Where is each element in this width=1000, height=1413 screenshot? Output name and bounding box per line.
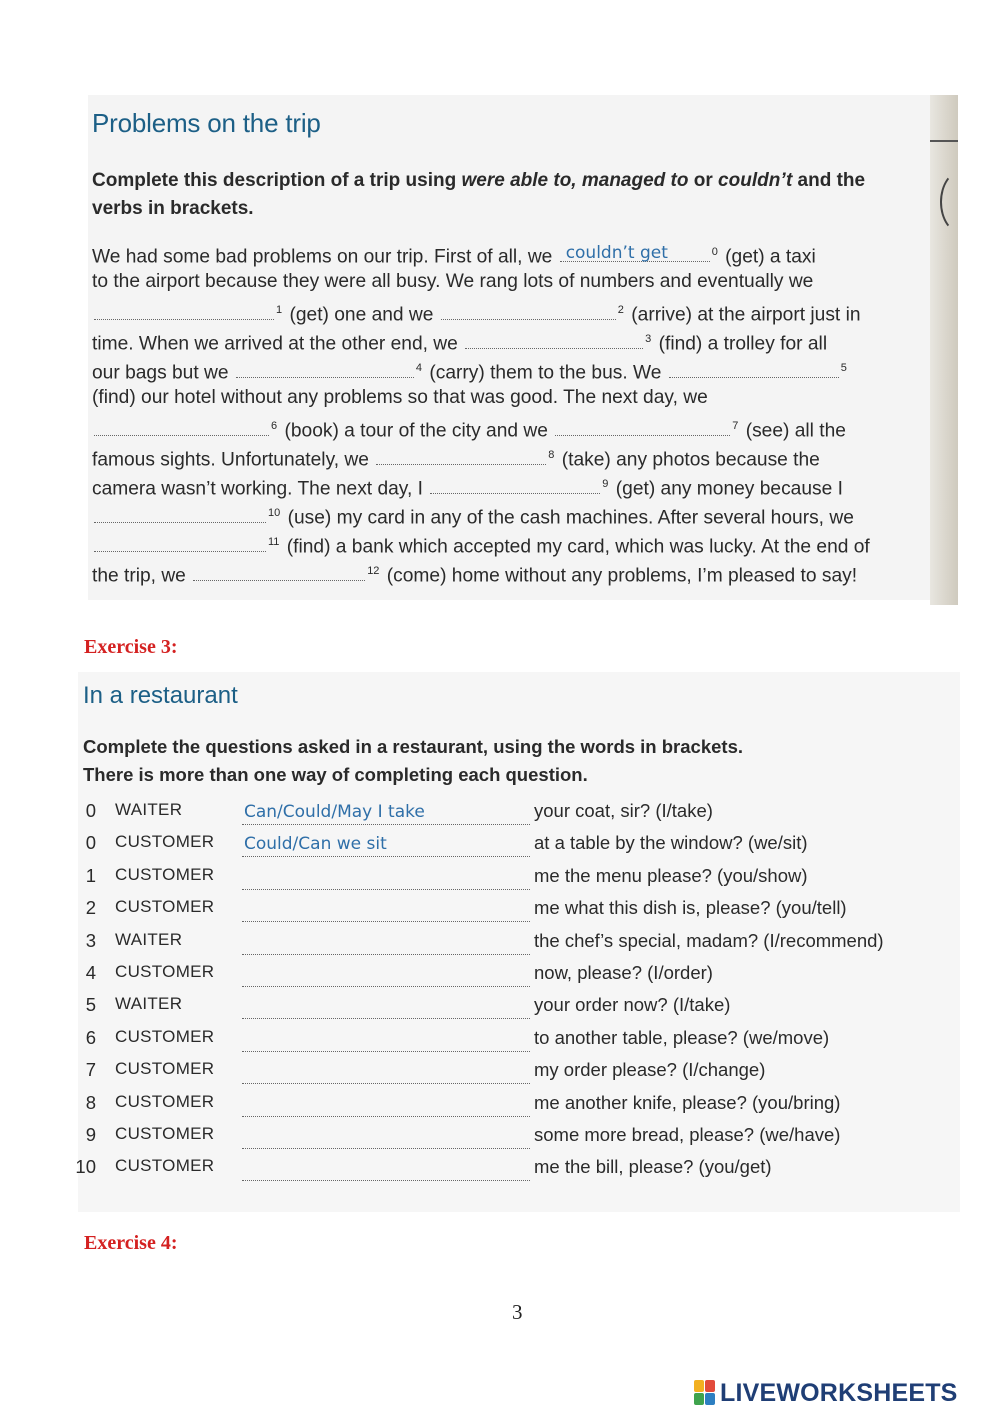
speaker-role: CUSTOMER [115, 897, 215, 917]
question-row [70, 1059, 970, 1091]
question-row [70, 930, 970, 962]
handwritten-answer: Could/Can we sit [244, 834, 387, 855]
restaurant-question-list [70, 800, 970, 1189]
blank-6[interactable] [94, 417, 269, 436]
question-text: me what this dish is, please? (you/tell) [534, 897, 847, 919]
question-number: 1 [85, 864, 96, 886]
speaker-role: WAITER [115, 929, 183, 949]
question-text: me another knife, please? (you/bring) [534, 1091, 841, 1113]
speaker-role: CUSTOMER [115, 1059, 215, 1079]
speaker-role: CUSTOMER [115, 961, 215, 981]
section2-title: In a restaurant [83, 682, 238, 709]
answer-blank[interactable] [242, 1124, 530, 1149]
blank-3[interactable] [465, 330, 643, 349]
answer-blank[interactable] [242, 994, 530, 1019]
speaker-role: CUSTOMER [115, 864, 215, 884]
speaker-role: CUSTOMER [115, 1156, 215, 1176]
logo-text: LIVEWORKSHEETS [720, 1378, 958, 1407]
question-row [70, 865, 970, 897]
section1-title: Problems on the trip [92, 108, 321, 138]
question-number: 2 [85, 897, 96, 919]
question-number: 3 [85, 929, 96, 951]
question-row [70, 1124, 970, 1156]
example-answer: couldn’t get [565, 243, 668, 264]
question-number: 9 [85, 1123, 96, 1145]
blank-9[interactable] [430, 475, 600, 494]
section1-instruction: Complete this description of a trip using were able to, managed to or couldn’t and the verbs in brackets. [92, 170, 866, 219]
question-row [70, 832, 970, 864]
trip-paragraph: We had some bad problems on our trip. First of all, we couldn’t get $^0$ (get) a taxi to the airport because they were all busy. We rang lots of numbers and eventually we $^1$ (get) one and we $^2$ (arrive) at the airport just in time. When we arrived at the other end, we $^3$ (find) a trolley for all our bags but we $^4$ (carry) them to the bus. We $^5$ (find) our hotel without any problems so that was good. The next day, we $^6$ (book) a tour of the city and we $^7$ (see) all the famous sights. Unfortunately, we $^8$ (take) any photos because the camera wasn’t working. The next day, I $^9$ (get) any money because I $^{10}$ (use) my card in any of the cash machines. After several hours, we $^{11}$ (find) a bank which accepted my card, which was lucky. At the end of the trip, we $^{12}$ (come) home without any problems, I’m pleased to say! [92, 238, 922, 586]
blank-11[interactable] [94, 533, 266, 552]
question-number: 7 [85, 1059, 96, 1081]
blank-5[interactable] [669, 359, 839, 378]
question-row [70, 897, 970, 929]
question-number: 0 [85, 832, 96, 854]
question-row [70, 1092, 970, 1124]
speaker-role: CUSTOMER [115, 1091, 215, 1111]
question-number: 10 [75, 1156, 96, 1178]
blank-8[interactable] [376, 446, 546, 465]
question-text: some more bread, please? (we/have) [534, 1123, 841, 1145]
blank-10[interactable] [94, 504, 266, 523]
blank-2[interactable] [441, 301, 616, 320]
speaker-role: CUSTOMER [115, 832, 215, 852]
answer-blank[interactable] [242, 897, 530, 922]
exercise-3-label: Exercise 3: [84, 636, 178, 658]
blank-12[interactable] [193, 562, 365, 581]
handwritten-answer: Can/Could/May I take [244, 802, 425, 822]
question-number: 8 [85, 1091, 96, 1113]
question-text: now, please? (I/order) [534, 961, 713, 983]
question-text: the chef’s special, madam? (I/recommend) [534, 929, 884, 951]
blank-0[interactable] [560, 243, 710, 262]
speaker-role: WAITER [115, 800, 183, 819]
question-text: your coat, sir? (I/take) [534, 800, 713, 821]
page-edge-line [930, 140, 958, 142]
question-number: 4 [85, 961, 96, 983]
speaker-role: WAITER [115, 994, 183, 1014]
question-row [70, 800, 970, 832]
question-number: 5 [85, 994, 96, 1016]
question-text: your order now? (I/take) [534, 994, 731, 1016]
blank-7[interactable] [555, 417, 730, 436]
liveworksheets-logo [694, 1378, 958, 1408]
question-number: 0 [85, 800, 96, 821]
question-row [70, 962, 970, 994]
question-text: me the menu please? (you/show) [534, 864, 808, 886]
question-text: at a table by the window? (we/sit) [534, 832, 808, 854]
answer-blank[interactable] [242, 800, 530, 825]
question-text: to another table, please? (we/move) [534, 1026, 830, 1048]
question-row [70, 994, 970, 1026]
exercise-4-label: Exercise 4: [84, 1232, 178, 1254]
answer-blank[interactable] [242, 1059, 530, 1084]
question-number: 6 [85, 1026, 96, 1048]
question-row [70, 1027, 970, 1059]
page-number: 3 [512, 1300, 523, 1324]
answer-blank[interactable] [242, 865, 530, 890]
page-edge-arc [940, 170, 984, 234]
answer-blank[interactable] [242, 1027, 530, 1052]
section2-instruction: Complete the questions asked in a restaurant, using the words in brackets. There is more than one way of completing each question. [83, 736, 743, 785]
answer-blank[interactable] [242, 962, 530, 987]
question-text: my order please? (I/change) [534, 1059, 766, 1081]
speaker-role: CUSTOMER [115, 1123, 215, 1143]
answer-blank[interactable] [242, 832, 530, 857]
answer-blank[interactable] [242, 1092, 530, 1117]
answer-blank[interactable] [242, 1156, 530, 1181]
answer-blank[interactable] [242, 930, 530, 955]
question-row [70, 1156, 970, 1188]
speaker-role: CUSTOMER [115, 1026, 215, 1046]
question-text: me the bill, please? (you/get) [534, 1156, 772, 1178]
logo-mark-icon [694, 1380, 716, 1406]
blank-4[interactable] [236, 359, 414, 378]
blank-1[interactable] [94, 301, 274, 320]
